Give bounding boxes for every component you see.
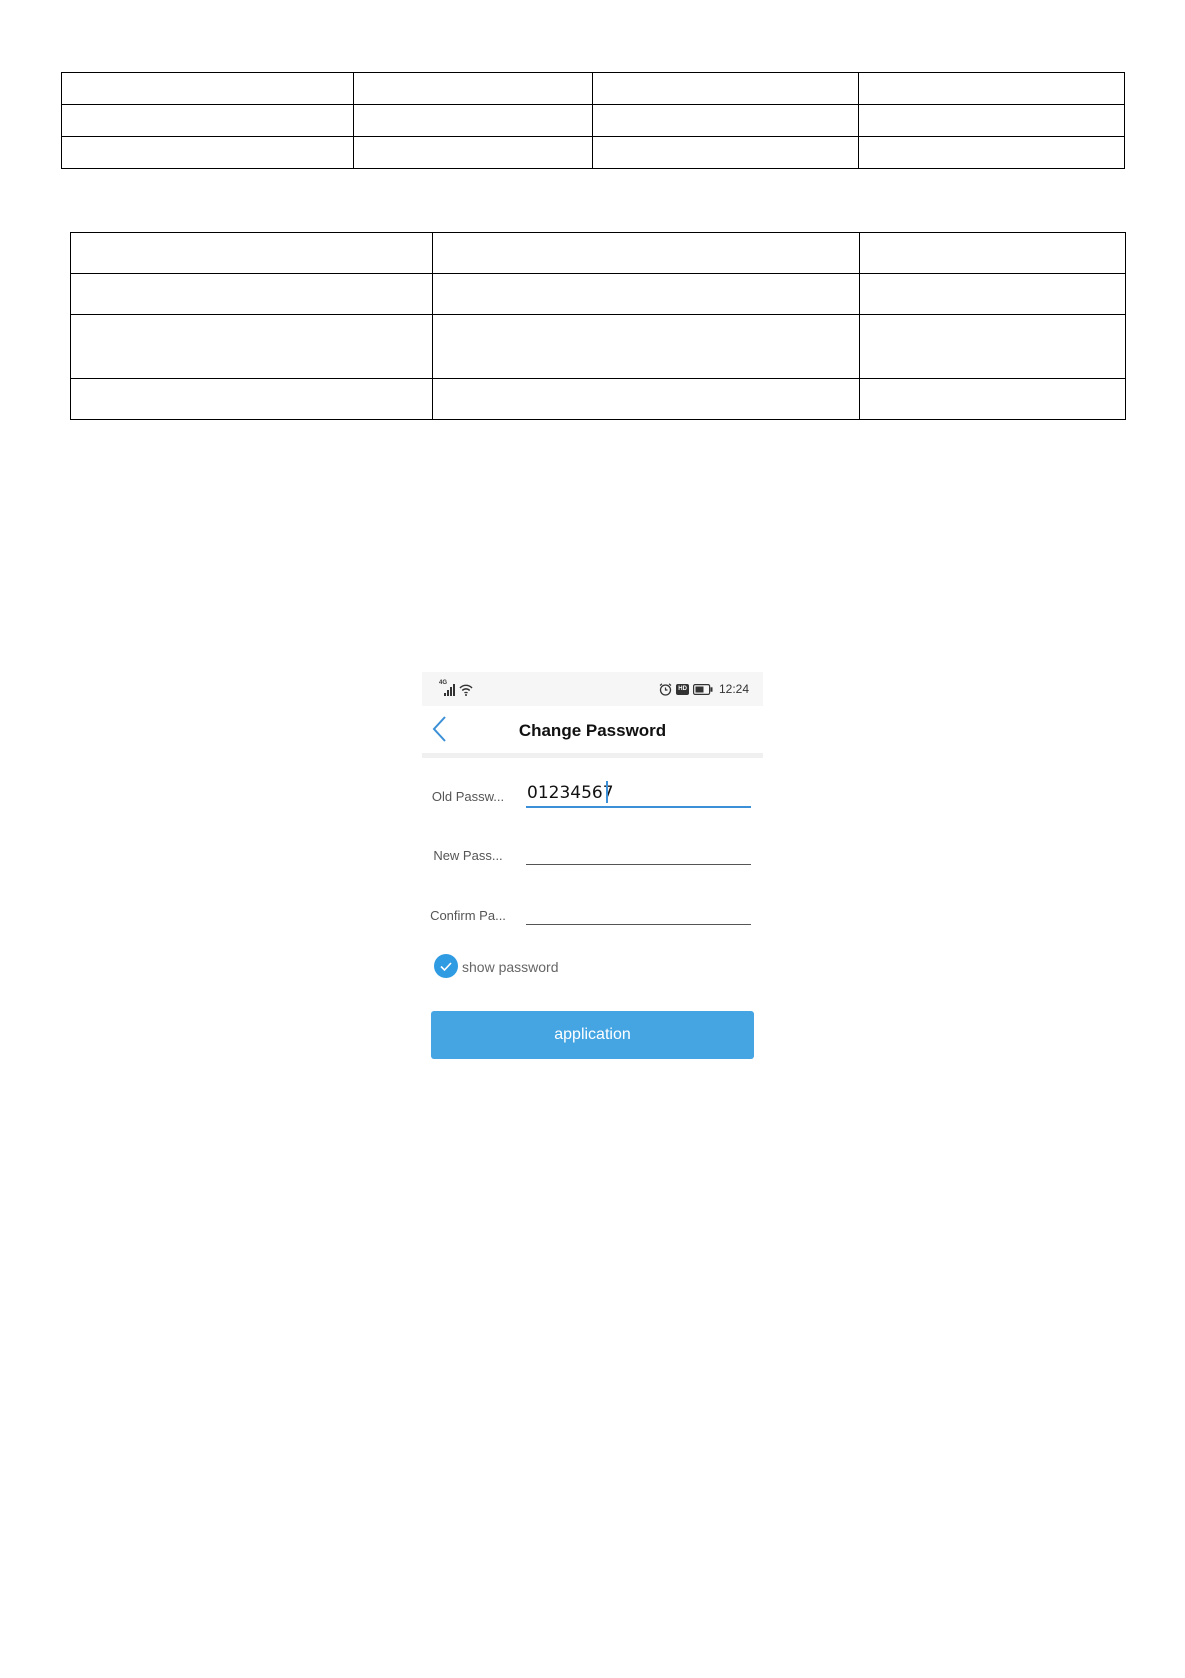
old-password-label: Old Passw... [431, 789, 505, 804]
checkmark-icon [434, 954, 458, 978]
battery-charging-icon [693, 684, 713, 695]
empty-table-top [61, 72, 1125, 169]
confirm-password-input[interactable] [526, 898, 751, 925]
table-row [62, 105, 1125, 137]
table-row [71, 233, 1126, 274]
old-password-input[interactable] [526, 780, 751, 808]
table-row [71, 379, 1126, 420]
page-title: Change Password [518, 721, 667, 740]
header-divider [422, 753, 763, 758]
status-bar [422, 672, 763, 706]
nav-bar [422, 706, 763, 756]
table-row [62, 73, 1125, 105]
status-time: 12:24 [718, 682, 749, 696]
table-row [71, 315, 1126, 379]
signal-bars-icon [444, 684, 456, 696]
new-password-input[interactable] [526, 838, 751, 865]
new-password-label: New Pass... [433, 848, 503, 863]
phone-screenshot [422, 672, 763, 1072]
show-password-label: show password [462, 959, 559, 975]
alarm-clock-icon [659, 683, 672, 696]
apply-button[interactable]: application [431, 1011, 754, 1059]
hd-badge: HD [676, 684, 689, 695]
empty-table-bottom [70, 232, 1126, 420]
table-row [62, 137, 1125, 169]
text-cursor [606, 781, 608, 803]
wifi-icon [459, 683, 473, 696]
confirm-password-label: Confirm Pa... [430, 908, 506, 923]
network-type-label: 4G [439, 680, 448, 686]
table-row [71, 274, 1126, 315]
show-password-checkbox[interactable] [434, 954, 458, 978]
